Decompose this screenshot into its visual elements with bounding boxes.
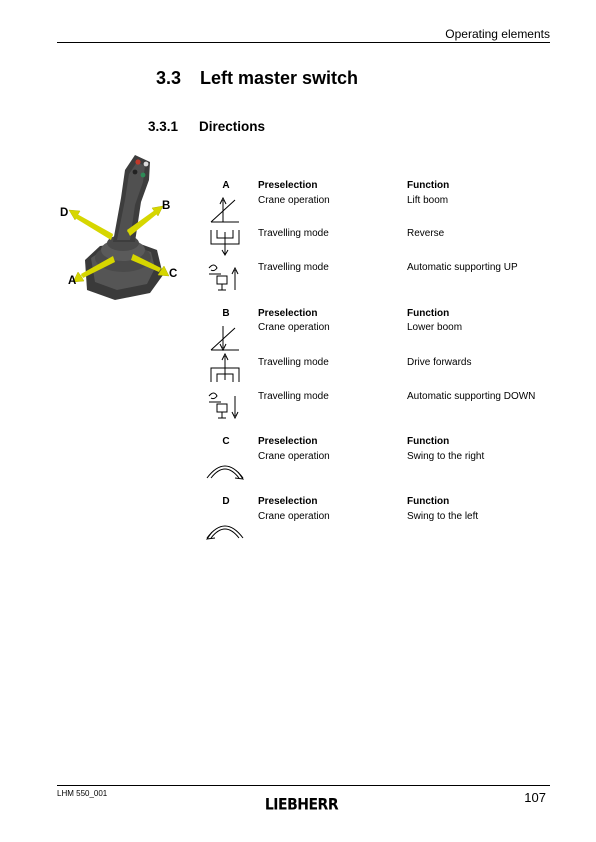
- boom-lower-icon: [205, 320, 245, 354]
- function-value: Drive forwards: [407, 357, 472, 368]
- function-value: Swing to the right: [407, 451, 485, 462]
- direction-label-d: D: [60, 207, 69, 219]
- travel-reverse-icon: [205, 224, 245, 258]
- travel-forward-icon: [205, 352, 245, 386]
- preselection-value: Travelling mode: [258, 391, 329, 402]
- swing-right-icon: [205, 450, 245, 484]
- function-value: Swing to the left: [407, 511, 479, 522]
- preselection-header: Preselection: [258, 436, 318, 447]
- subsection-number: 3.3.1: [148, 119, 179, 134]
- preselection-value: Travelling mode: [258, 228, 329, 239]
- section-letter: B: [222, 308, 230, 319]
- section-letter: D: [222, 496, 230, 507]
- function-header: Function: [407, 180, 450, 191]
- preselection-header: Preselection: [258, 180, 318, 191]
- support-up-icon: [205, 260, 245, 294]
- function-value: Lift boom: [407, 195, 449, 206]
- direction-label-a: A: [68, 275, 77, 287]
- preselection-value: Crane operation: [258, 511, 330, 522]
- function-header: Function: [407, 496, 450, 507]
- support-down-icon: [205, 388, 245, 422]
- preselection-header: Preselection: [258, 308, 318, 319]
- preselection-header: Preselection: [258, 496, 318, 507]
- running-header: Operating elements: [445, 27, 550, 41]
- preselection-value: Crane operation: [258, 451, 330, 462]
- swing-left-icon: [205, 510, 245, 544]
- boom-lift-icon: [205, 192, 245, 226]
- preselection-value: Crane operation: [258, 322, 330, 333]
- function-value: Reverse: [407, 228, 445, 239]
- section-letter: C: [222, 436, 230, 447]
- function-value: Automatic supporting UP: [407, 262, 518, 273]
- section-letter: A: [222, 180, 230, 191]
- function-header: Function: [407, 308, 450, 319]
- direction-label-b: B: [162, 200, 171, 212]
- function-value: Automatic supporting DOWN: [407, 391, 536, 402]
- section-number: 3.3: [156, 68, 182, 88]
- preselection-value: Travelling mode: [258, 262, 329, 273]
- function-value: Lower boom: [407, 322, 463, 333]
- preselection-value: Travelling mode: [258, 357, 329, 368]
- function-header: Function: [407, 436, 450, 447]
- preselection-value: Crane operation: [258, 195, 330, 206]
- subsection-title: Directions: [199, 119, 266, 134]
- liebherr-logo: LIEBHERR: [264, 795, 339, 815]
- page-number: 107: [524, 790, 546, 805]
- document-code: LHM 550_001: [57, 789, 108, 798]
- header-divider: [57, 42, 550, 43]
- direction-label-c: C: [169, 268, 178, 280]
- footer-divider: [57, 785, 550, 786]
- section-title: Left master switch: [200, 68, 359, 88]
